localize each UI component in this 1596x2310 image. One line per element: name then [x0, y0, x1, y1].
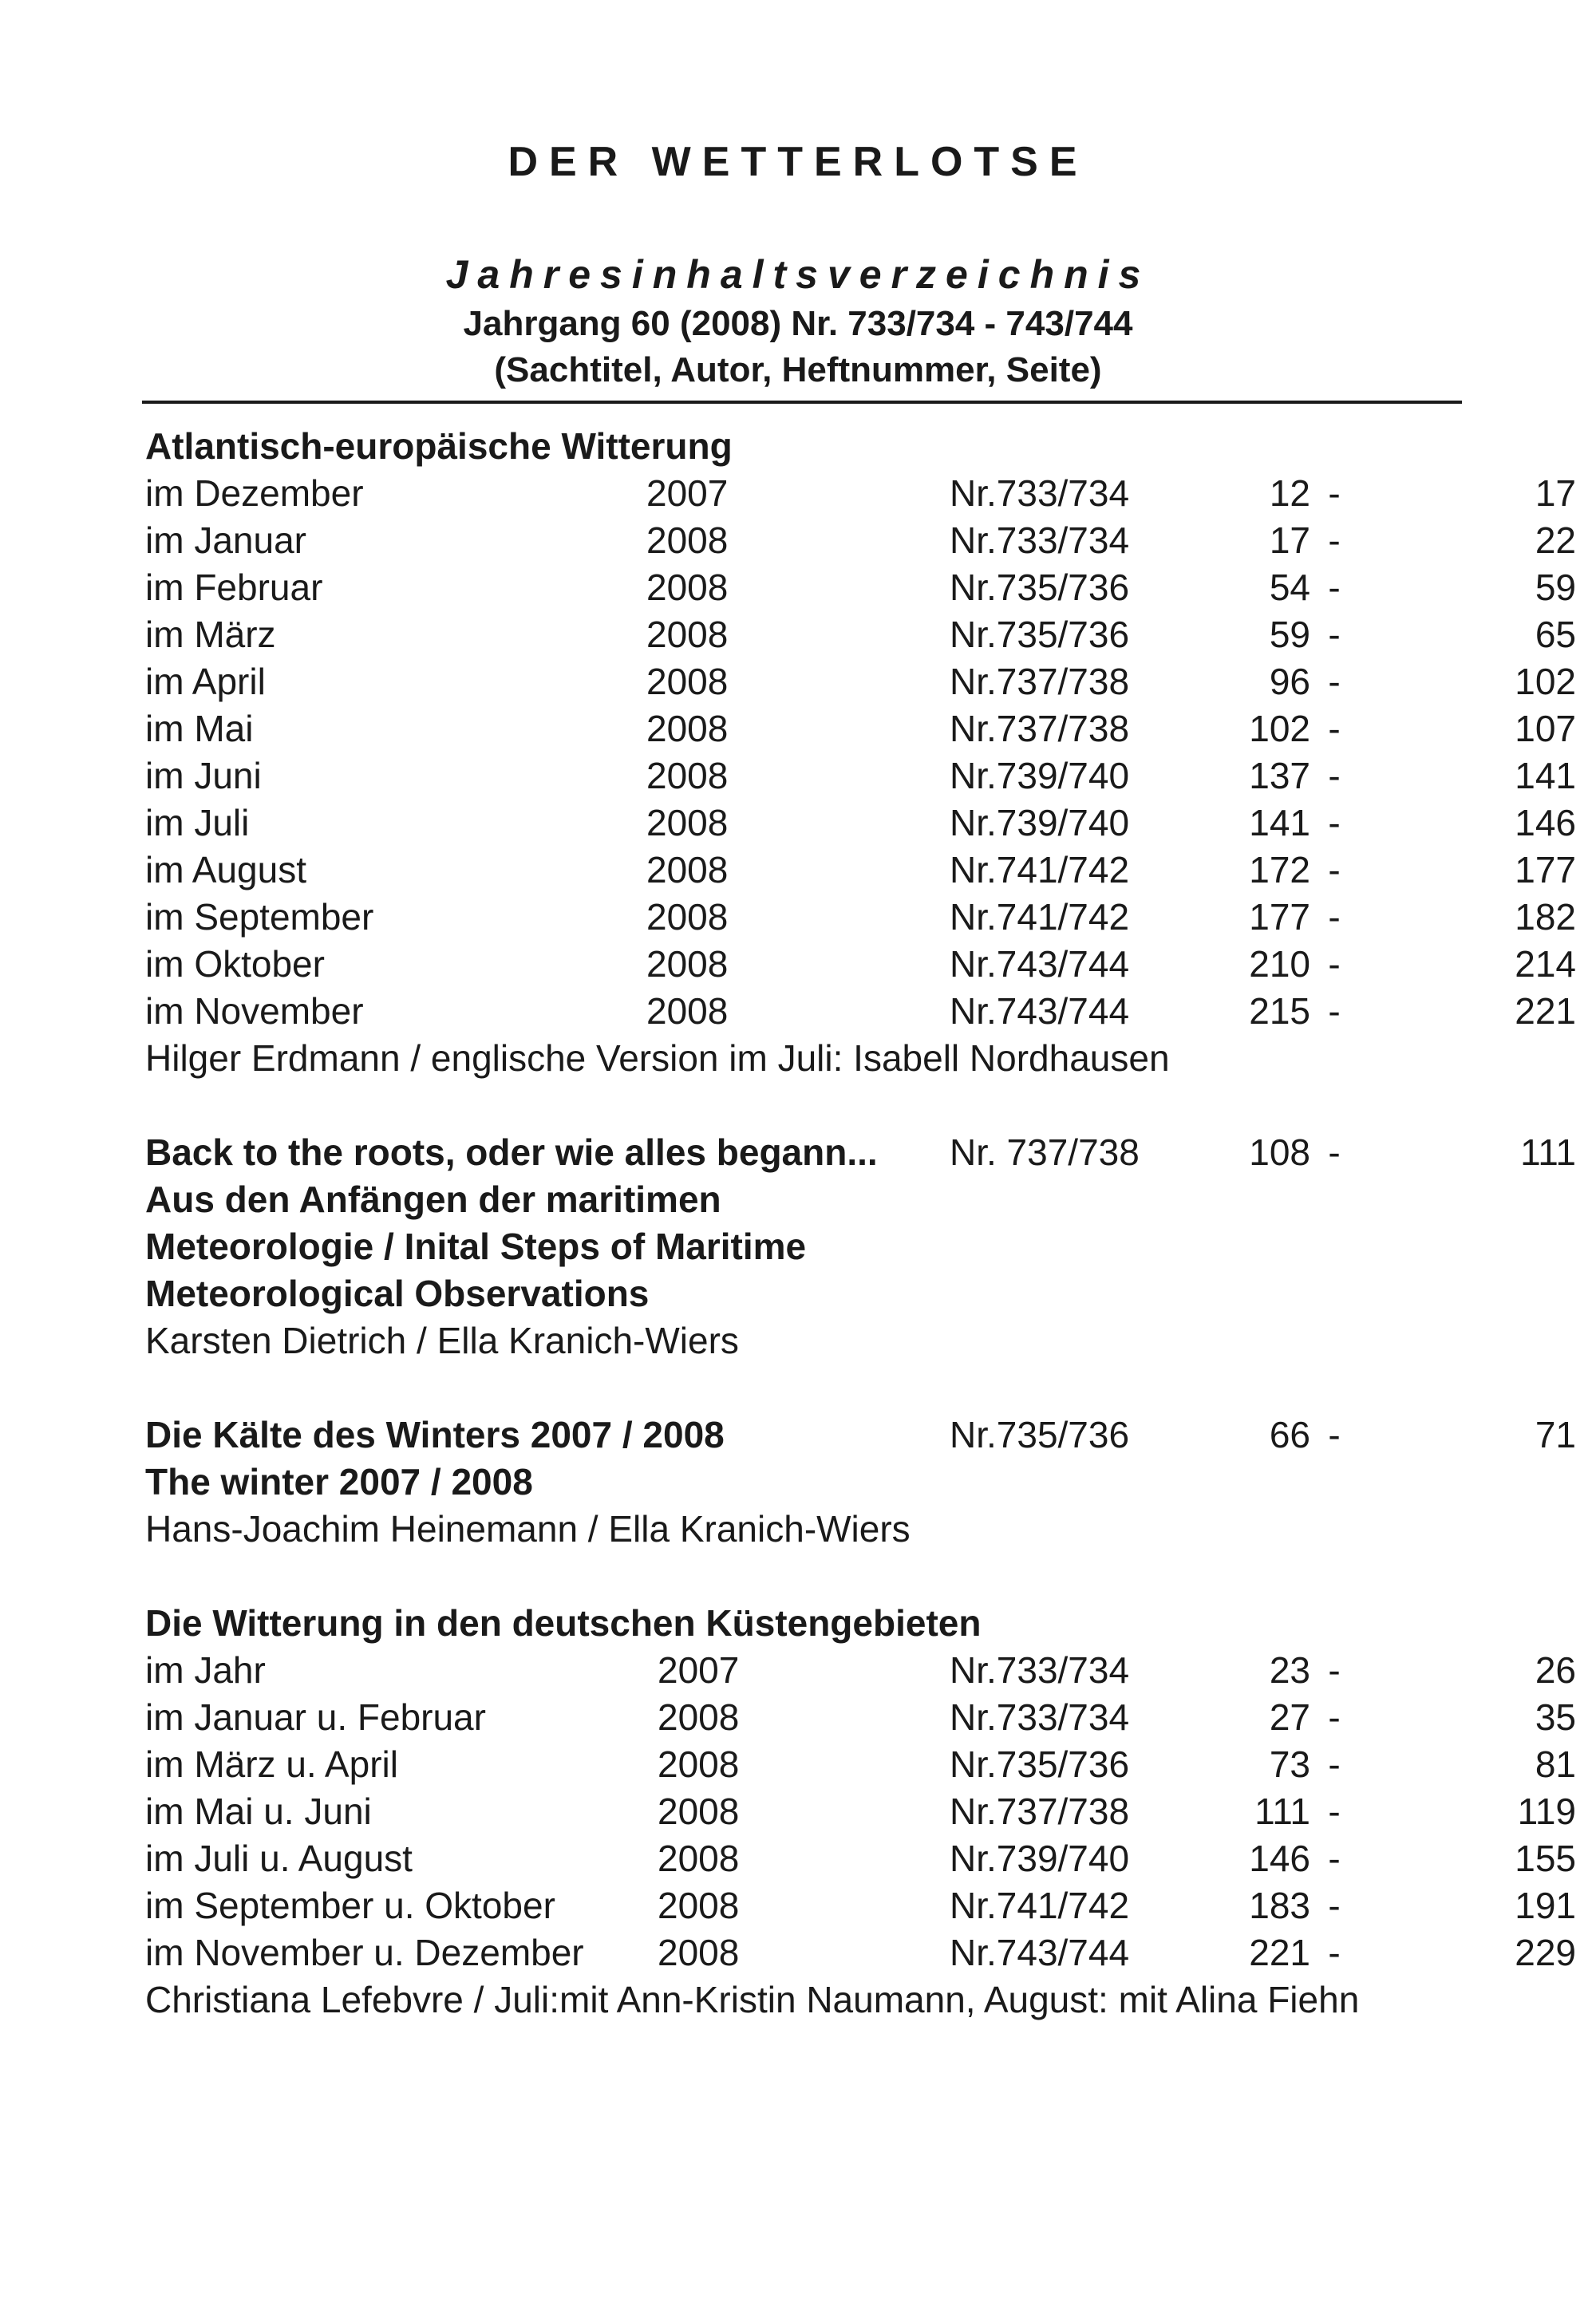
index-row [145, 1835, 1576, 1882]
row-label: im Oktober [145, 943, 325, 985]
page-range-dash: - [1328, 614, 1341, 655]
row-page-to: 214 [1515, 943, 1576, 985]
index-content [145, 423, 1576, 2024]
row-year: 2008 [646, 661, 729, 702]
row-page-to: 182 [1515, 896, 1576, 938]
page-range-dash: - [1328, 708, 1341, 749]
entry-heading-row [145, 1129, 1576, 1176]
entry-issue: Nr. 737/738 [950, 1131, 1140, 1173]
row-year: 2007 [646, 472, 729, 514]
row-issue: Nr.735/736 [950, 614, 1130, 655]
row-page-from: 210 [1249, 943, 1310, 985]
row-issue: Nr.733/734 [950, 1696, 1130, 1738]
index-row [145, 611, 1576, 658]
index-row [145, 988, 1576, 1035]
coastal-rows [145, 1647, 1576, 1976]
row-page-to: 221 [1515, 990, 1576, 1032]
row-page-from: 73 [1269, 1743, 1310, 1785]
section-gap [145, 1553, 1470, 1600]
row-issue: Nr.739/740 [950, 802, 1130, 843]
entry-subline: Aus den Anfängen der maritimen [145, 1179, 721, 1220]
row-year: 2008 [646, 849, 729, 890]
row-label: im November u. Dezember [145, 1932, 584, 1973]
section-gap [145, 1082, 1470, 1129]
index-row [145, 1882, 1576, 1929]
row-issue: Nr.737/738 [950, 708, 1130, 749]
index-row [145, 1741, 1576, 1788]
row-page-from: 27 [1269, 1696, 1310, 1738]
atlantic-rows [145, 470, 1576, 1035]
row-year: 2008 [658, 1838, 740, 1879]
index-row [145, 894, 1576, 941]
row-issue: Nr.733/734 [950, 519, 1130, 561]
entry-subline: Meteorological Observations [145, 1273, 650, 1314]
entry-subline: Meteorologie / Inital Steps of Maritime [145, 1226, 807, 1267]
page-range-dash: - [1328, 472, 1341, 514]
row-issue: Nr.741/742 [950, 1885, 1130, 1926]
index-row [145, 705, 1576, 752]
section-author: Hans-Joachim Heinemann / Ella Kranich-Wiers [145, 1508, 911, 1550]
row-issue: Nr.739/740 [950, 1838, 1130, 1879]
index-row [145, 1929, 1576, 1976]
row-label: im Juni [145, 755, 262, 796]
page-range-dash: - [1328, 1414, 1341, 1455]
row-label: im November [145, 990, 364, 1032]
page-range-dash: - [1328, 896, 1341, 938]
row-year: 2008 [646, 990, 729, 1032]
row-year: 2008 [646, 755, 729, 796]
row-issue: Nr.743/744 [950, 1932, 1130, 1973]
row-label: im Januar u. Februar [145, 1696, 486, 1738]
index-subtitle: Jahresinhaltsverzeichnis [445, 252, 1151, 297]
journal-title: DER WETTERLOTSE [508, 139, 1088, 185]
index-row [145, 752, 1576, 800]
row-page-to: 22 [1535, 519, 1576, 561]
row-page-to: 102 [1515, 661, 1576, 702]
row-page-from: 96 [1269, 661, 1310, 702]
row-label: im September [145, 896, 374, 938]
row-page-to: 65 [1535, 614, 1576, 655]
row-page-from: 215 [1249, 990, 1310, 1032]
row-label: im Mai u. Juni [145, 1791, 372, 1832]
row-page-from: 172 [1249, 849, 1310, 890]
row-page-from: 12 [1269, 472, 1310, 514]
entry-subline: The winter 2007 / 2008 [145, 1461, 533, 1502]
row-label: im März u. April [145, 1743, 398, 1785]
row-issue: Nr.739/740 [950, 755, 1130, 796]
row-label: im Jahr [145, 1649, 266, 1691]
row-page-from: 177 [1249, 896, 1310, 938]
row-issue: Nr.737/738 [950, 661, 1130, 702]
row-issue: Nr.741/742 [950, 896, 1130, 938]
page-range-dash: - [1328, 802, 1341, 843]
row-year: 2008 [646, 567, 729, 608]
page-range-dash: - [1328, 567, 1341, 608]
row-page-from: 59 [1269, 614, 1310, 655]
row-page-to: 35 [1535, 1696, 1576, 1738]
page-range-dash: - [1328, 849, 1341, 890]
row-label: im September u. Oktober [145, 1885, 555, 1926]
row-issue: Nr.733/734 [950, 1649, 1130, 1691]
row-label: im Februar [145, 567, 323, 608]
row-page-from: 221 [1249, 1932, 1310, 1973]
index-row [145, 847, 1576, 894]
row-page-to: 155 [1515, 1838, 1576, 1879]
entry-page-to: 71 [1535, 1414, 1576, 1455]
row-page-to: 229 [1515, 1932, 1576, 1973]
entry-heading-row [145, 1412, 1576, 1459]
row-page-from: 23 [1269, 1649, 1310, 1691]
row-page-from: 183 [1249, 1885, 1310, 1926]
entry-page-from: 108 [1249, 1131, 1310, 1173]
row-label: im August [145, 849, 306, 890]
row-page-to: 107 [1515, 708, 1576, 749]
row-year: 2008 [646, 519, 729, 561]
page-range-dash: - [1328, 519, 1341, 561]
row-page-to: 119 [1517, 1791, 1576, 1832]
row-year: 2008 [658, 1696, 740, 1738]
row-page-to: 141 [1515, 755, 1576, 796]
row-label: im März [145, 614, 276, 655]
section-heading: Atlantisch-europäische Witterung [145, 425, 733, 467]
row-year: 2008 [646, 708, 729, 749]
entry-title: Back to the roots, oder wie alles begann... [145, 1131, 878, 1173]
row-page-from: 137 [1249, 755, 1310, 796]
index-row [145, 1647, 1576, 1694]
entry-page-from: 66 [1269, 1414, 1310, 1455]
row-page-to: 81 [1535, 1743, 1576, 1785]
index-row [145, 564, 1576, 611]
page-range-dash: - [1328, 1696, 1341, 1738]
header-divider [142, 401, 1462, 404]
row-page-from: 102 [1249, 708, 1310, 749]
index-row [145, 1788, 1576, 1835]
row-issue: Nr.743/744 [950, 943, 1130, 985]
row-page-to: 177 [1515, 849, 1576, 890]
entry-page-to: 111 [1520, 1131, 1576, 1173]
row-page-from: 146 [1249, 1838, 1310, 1879]
row-page-to: 17 [1535, 472, 1576, 514]
page-range-dash: - [1328, 1885, 1341, 1926]
index-row [145, 800, 1576, 847]
page-range-dash: - [1328, 1791, 1341, 1832]
entry-title: Die Kälte des Winters 2007 / 2008 [145, 1414, 725, 1455]
row-year: 2008 [658, 1885, 740, 1926]
index-row [145, 658, 1576, 705]
section-heading: Die Witterung in den deutschen Küstengebieten [145, 1602, 982, 1644]
row-label: im Juli u. August [145, 1838, 413, 1879]
legend-line: (Sachtitel, Autor, Heftnummer, Seite) [494, 350, 1102, 389]
row-year: 2007 [658, 1649, 740, 1691]
section-author: Karsten Dietrich / Ella Kranich-Wiers [145, 1320, 739, 1361]
row-year: 2008 [658, 1743, 740, 1785]
section-author: Hilger Erdmann / englische Version im Juli: Isabell Nordhausen [145, 1037, 1170, 1079]
page-range-dash: - [1328, 1131, 1341, 1173]
page-range-dash: - [1328, 943, 1341, 985]
index-row [145, 1694, 1576, 1741]
page-range-dash: - [1328, 1743, 1341, 1785]
row-year: 2008 [646, 802, 729, 843]
page-range-dash: - [1328, 755, 1341, 796]
row-issue: Nr.733/734 [950, 472, 1130, 514]
row-label: im Juli [145, 802, 250, 843]
row-page-to: 26 [1535, 1649, 1576, 1691]
row-label: im April [145, 661, 266, 702]
section-author: Christiana Lefebvre / Juli:mit Ann-Kristin Naumann, August: mit Alina Fiehn [145, 1979, 1360, 2020]
page-range-dash: - [1328, 661, 1341, 702]
volume-line: Jahrgang 60 (2008) Nr. 733/734 - 743/744 [463, 304, 1133, 343]
page-range-dash: - [1328, 1838, 1341, 1879]
row-year: 2008 [658, 1791, 740, 1832]
row-year: 2008 [646, 614, 729, 655]
index-row [145, 470, 1576, 517]
row-page-to: 146 [1515, 802, 1576, 843]
index-row [145, 517, 1576, 564]
row-page-from: 141 [1249, 802, 1310, 843]
index-row [145, 941, 1576, 988]
page-range-dash: - [1328, 1932, 1341, 1973]
row-page-to: 191 [1515, 1885, 1576, 1926]
row-label: im Dezember [145, 472, 364, 514]
row-page-from: 17 [1269, 519, 1310, 561]
row-year: 2008 [658, 1932, 740, 1973]
row-issue: Nr.743/744 [950, 990, 1130, 1032]
page-range-dash: - [1328, 990, 1341, 1032]
row-label: im Januar [145, 519, 306, 561]
row-page-to: 59 [1535, 567, 1576, 608]
row-page-from: 111 [1254, 1791, 1310, 1832]
row-issue: Nr.735/736 [950, 567, 1130, 608]
row-year: 2008 [646, 896, 729, 938]
row-issue: Nr.737/738 [950, 1791, 1130, 1832]
entry-issue: Nr.735/736 [950, 1414, 1130, 1455]
row-year: 2008 [646, 943, 729, 985]
row-page-from: 54 [1269, 567, 1310, 608]
section-gap [145, 1364, 1470, 1412]
row-issue: Nr.741/742 [950, 849, 1130, 890]
row-label: im Mai [145, 708, 254, 749]
row-issue: Nr.735/736 [950, 1743, 1130, 1785]
page-range-dash: - [1328, 1649, 1341, 1691]
